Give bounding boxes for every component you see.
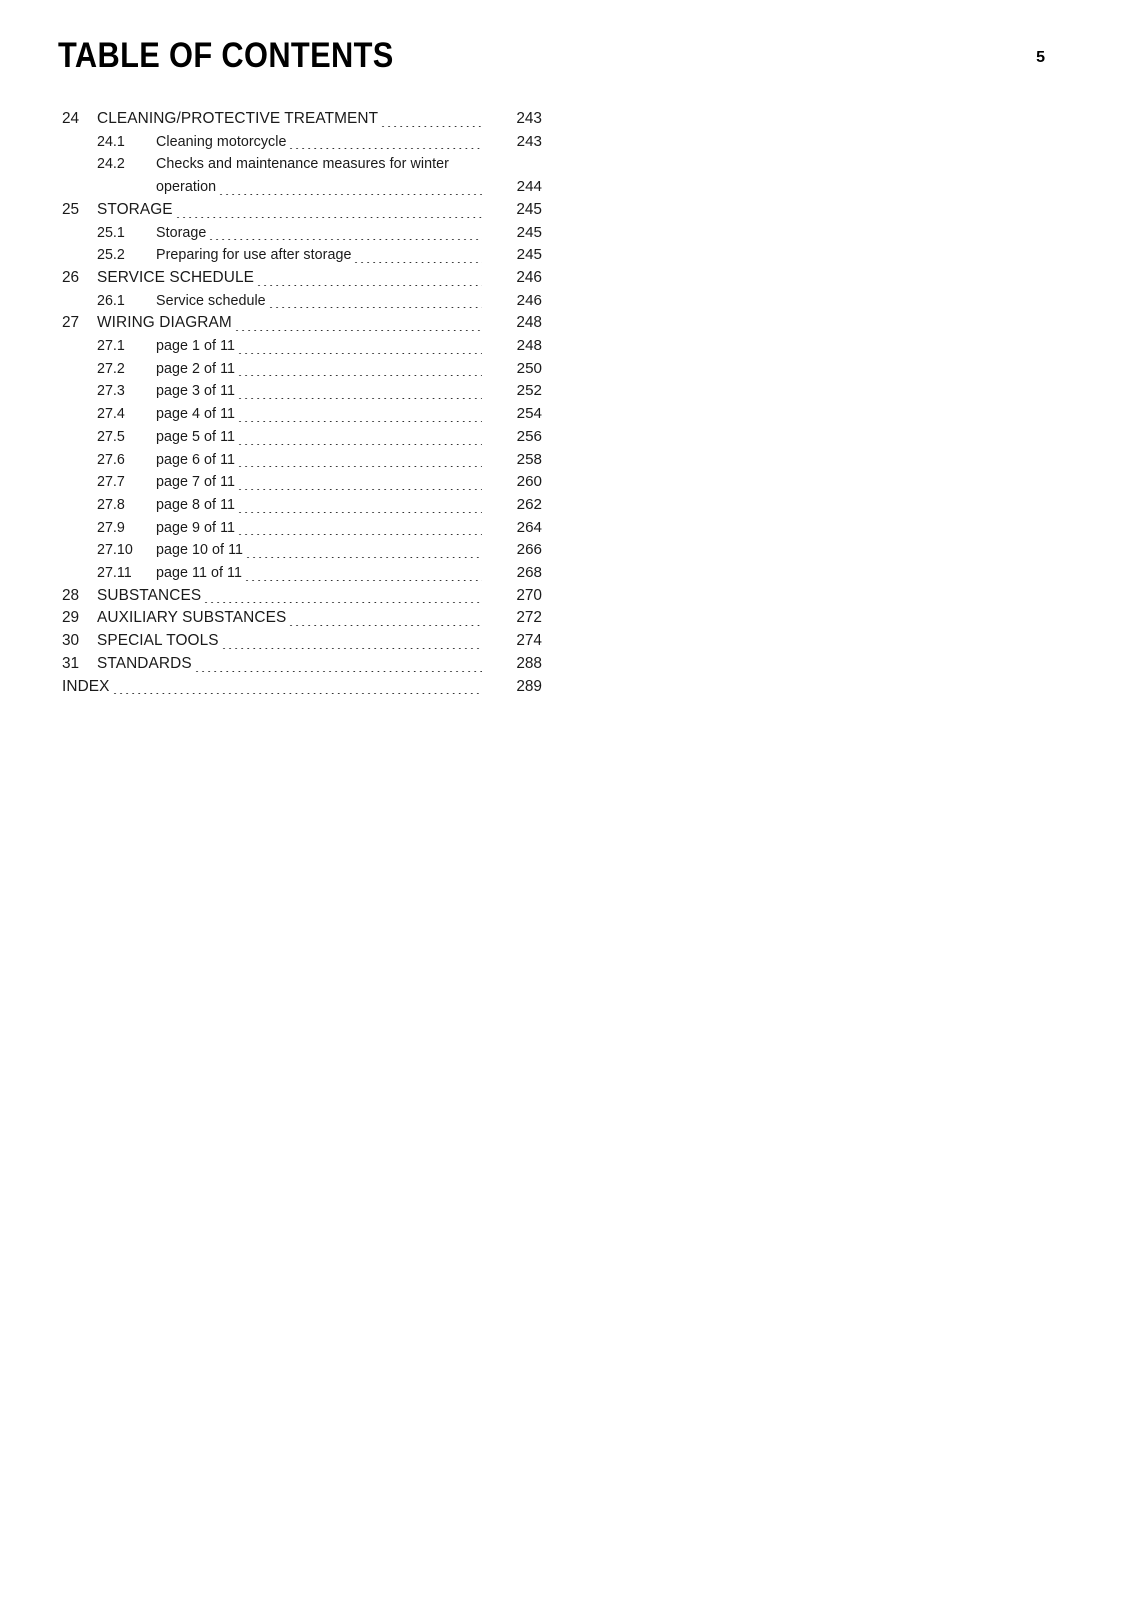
toc-entry-title: page 7 of 11 [156,474,236,491]
toc-entry-page: 258 [516,450,542,468]
toc-entry-number: 25.2 [97,247,125,264]
toc-leader-dots [206,239,484,240]
toc-entry-title: AUXILIARY SUBSTANCES [97,609,287,627]
toc-entry-number: 31 [62,654,80,672]
toc-leader-dots [286,625,484,626]
toc-entry[interactable] [62,267,542,290]
toc-leader-dots [242,580,484,581]
toc-entry-number: 25 [62,200,80,218]
toc-leader-dots [266,307,484,308]
toc-entry-title: STORAGE [97,200,173,218]
toc-entry-body [97,312,542,335]
page-header [0,0,1130,92]
toc-leader-dots [232,330,484,331]
toc-entry-title: page 9 of 11 [156,519,236,536]
page-title: TABLE OF CONTENTS [58,36,394,75]
toc-leader-dots [235,398,484,399]
toc-entry[interactable] [62,630,542,653]
toc-leader-dots [235,353,484,354]
toc-leader-dots [235,421,484,422]
toc-entry-title: SPECIAL TOOLS [97,632,219,650]
toc-entry-title: page 1 of 11 [156,338,236,355]
toc-entry-number: 24.1 [97,133,125,150]
toc-entry-title: page 2 of 11 [156,360,236,377]
toc-entry-body [156,222,542,245]
toc-entry-number: 27.8 [97,496,125,513]
toc-entry-page: 262 [516,495,542,513]
toc-entry-number: 27.4 [97,406,125,423]
toc-entry-page: 246 [516,268,542,286]
toc-leader-dots [378,126,484,127]
toc-entry-body [156,131,542,154]
toc-leader-dots [216,194,484,195]
toc-entry-body [97,199,542,222]
toc-entry-body [156,358,542,381]
toc-entry[interactable] [62,607,542,630]
toc-entry[interactable] [62,585,542,608]
toc-entry-number: 27.2 [97,360,125,377]
toc-leader-dots [235,466,484,467]
toc-entry-title: SERVICE SCHEDULE [97,268,254,286]
toc-entry-body [97,653,542,676]
toc-entry-number: 27.5 [97,428,125,445]
toc-entry[interactable] [62,108,542,131]
toc-entry-title: Cleaning motorcycle [156,133,287,150]
toc-leader-dots [235,444,484,445]
toc-entry-page: 264 [516,518,542,536]
toc-entry-page: 256 [516,427,542,445]
toc-entry-title: Preparing for use after storage [156,247,352,264]
toc-entry-title: Service schedule [156,292,266,309]
toc-entry-number: 29 [62,609,80,627]
toc-entry-page: 254 [516,405,542,423]
toc-leader-dots [286,148,484,149]
toc-leader-dots [351,262,484,263]
toc-entry[interactable] [62,539,542,562]
toc-entry[interactable] [62,222,542,245]
toc-leader-dots [201,602,484,603]
toc-entry-title: page 4 of 11 [156,406,236,423]
toc-entry-body [156,426,542,449]
toc-entry[interactable] [62,449,542,472]
toc-entry-body [156,153,542,198]
toc-entry-page: 272 [516,609,542,627]
toc-entry-page: 245 [516,246,542,264]
toc-entry-title-continued: operation [156,179,217,196]
toc-entry-page: 270 [516,586,542,604]
toc-entry[interactable] [62,358,542,381]
toc-entry-body [97,607,542,630]
toc-entry-title: page 6 of 11 [156,451,236,468]
toc-entry-page: 289 [516,677,542,695]
toc-entry-body [156,494,542,517]
toc-entry-number: 24.2 [97,156,125,173]
toc-entry[interactable] [62,244,542,267]
toc-entry-body [156,471,542,494]
toc-entry-body [156,335,542,358]
toc-entry-title: STANDARDS [97,654,192,672]
toc-leader-dots [235,489,484,490]
page-number-folio: 5 [1036,49,1045,66]
toc-entry[interactable] [62,403,542,426]
toc-entry-page: 260 [516,473,542,491]
toc-entry-number: 27.7 [97,474,125,491]
toc-entry-page: 266 [516,541,542,559]
toc-entry-page: 245 [516,223,542,241]
toc-entry-page: 246 [516,291,542,309]
toc-entry-title: page 8 of 11 [156,496,236,513]
toc-entry-title: Checks and maintenance measures for winter [156,156,449,173]
toc-entry-body [156,449,542,472]
toc-entry[interactable] [62,153,542,198]
toc-entry-body [156,403,542,426]
toc-entry[interactable] [62,562,542,585]
toc-entry-number: 27.6 [97,451,125,468]
toc-entry-body [62,676,542,699]
toc-entry[interactable] [62,380,542,403]
toc-entry-number: 25.1 [97,224,125,241]
toc-entry-body [156,562,542,585]
toc-leader-dots [235,512,484,513]
toc-entry-title: page 11 of 11 [156,565,242,582]
toc-entry[interactable] [62,335,542,358]
toc-entry-body [97,630,542,653]
toc-entry-body [97,108,542,131]
toc-leader-dots [219,648,484,649]
toc-entry[interactable] [62,131,542,154]
toc-leader-dots [243,557,484,558]
toc-leader-dots [254,285,484,286]
toc-entry[interactable] [62,312,542,335]
toc-entry-page: 268 [516,564,542,582]
toc-entry-page: 243 [516,110,542,127]
toc-entry-title: CLEANING/PROTECTIVE TREATMENT [97,110,379,127]
toc-entry-page: 288 [516,654,542,672]
toc-leader-dots [173,217,484,218]
toc-entry-number: 27.9 [97,519,125,536]
toc-entry-body [156,290,542,313]
toc-entry[interactable] [62,199,542,222]
toc-entry-page: 243 [516,132,542,150]
toc-leader-dots [235,534,484,535]
toc-entry[interactable] [62,653,542,676]
toc-entry-number: 27.3 [97,383,125,400]
toc-entry-number: 26 [62,268,80,286]
toc-entry-page: 248 [516,314,542,332]
toc-entry-number: 27.11 [97,565,132,582]
toc-entry[interactable] [62,290,542,313]
toc-entry-number: 28 [62,586,80,604]
toc-entry-number: 27.10 [97,542,133,559]
toc-entry[interactable] [62,517,542,540]
toc-leader-dots [235,375,484,376]
toc-entry-body [97,267,542,290]
toc-entry-number: 30 [62,632,80,650]
toc-entry-body [97,585,542,608]
toc-entry-title: INDEX [62,677,110,695]
toc-leader-dots [110,693,484,694]
toc-entry-title: page 10 of 11 [156,542,244,559]
toc-entry-body [156,380,542,403]
toc-entry[interactable] [62,471,542,494]
toc-entry-body [156,244,542,267]
toc-entry-page: 252 [516,382,542,400]
toc-entry-title: SUBSTANCES [97,586,202,604]
toc-entry[interactable] [62,494,542,517]
toc-entry-page: 274 [516,632,542,650]
toc-entry-title: WIRING DIAGRAM [97,314,232,332]
toc-entry-body [156,539,542,562]
toc-entry-number: 27 [62,314,80,332]
toc-entry-page: 245 [516,200,542,218]
toc-leader-dots [192,671,484,672]
toc-entry-number: 27.1 [97,338,125,355]
toc-entry-number: 24 [62,110,80,127]
table-of-contents [62,108,542,698]
toc-entry-body [156,517,542,540]
toc-entry[interactable] [62,676,542,699]
toc-entry-title: Storage [156,224,207,241]
toc-entry-page: 244 [516,178,542,196]
toc-entry-title: page 3 of 11 [156,383,236,400]
toc-entry-page: 250 [516,359,542,377]
toc-entry-page: 248 [516,337,542,355]
toc-entry-number: 26.1 [97,292,125,309]
toc-entry[interactable] [62,426,542,449]
toc-entry-title: page 5 of 11 [156,428,236,445]
